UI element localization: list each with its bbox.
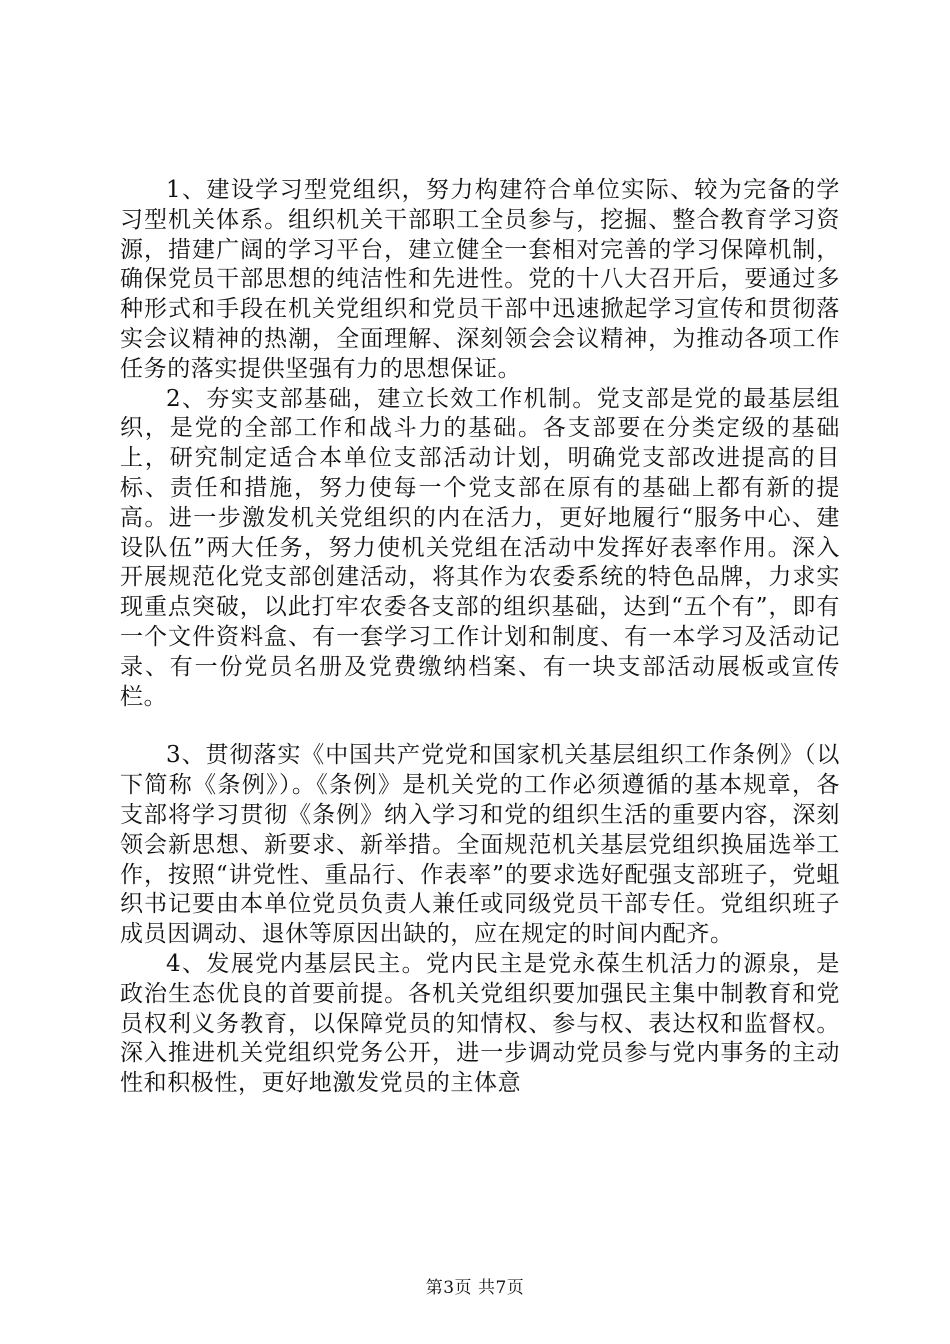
- document-body: [120, 176, 840, 1099]
- paragraph-3: 3、贯彻落实《中国共产党党和国家机关基层组织工作条例》（以下简称《条例》）。《条例》是机关党的工作必须遵循的基本规章，各支部将学习贯彻《条例》纳入学习和党的组织生活的重要内容，深刻领会新思想、新要求、新举措。全面规范机关基层党组织换届选举工作，按照“讲党性、重品行、作表率”的要求选好配强支部班子，党蛆织书记要由本单位党员负责人兼任或同级党员干部专任。党组织班子成员因调动、退休等原因出缺的，应在规定的时间内配齐。: [120, 742, 840, 948]
- paragraph-2: 2、夯实支部基础，建立长效工作机制。党支部是党的最基层组织，是党的全部工作和战斗力的基础。各支部要在分类定级的基础上，研究制定适合本单位支部活动计划，明确党支部改进提高的目标、责任和措施，努力使每一个党支部在原有的基础上都有新的提高。进一步激发机关党组织的内在活力，更好地履行“服务中心、建设队伍”两大任务，努力使机关党组在活动中发挥好表率作用。深入开展规范化党支部创建活动，将其作为农委系统的特色品牌，力求实现重点突破，以此打牢农委各支部的组织基础，达到“五个有”，即有一个文件资料盒、有一套学习工作计划和制度、有一本学习及活动记录、有一份党员名册及党费缴纳档案、有一块支部活动展板或宣传栏。: [120, 385, 840, 710]
- paragraph-4: 4、发展党内基层民主。党内民主是党永葆生机活力的源泉，是政治生态优良的首要前提。各机关党组织要加强民主集中制教育和党员权利义务教育，以保障党员的知情权、参与权、表达权和监督权。深入推进机关党组织党务公开，进一步调动党员参与党内事务的主动性和积极性，更好地激发党员的主体意: [120, 950, 840, 1097]
- page-number-footer: 第3页 共7页: [425, 1278, 525, 1298]
- paragraph-1: 1、建设学习型党组织，努力构建符合单位实际、较为完备的学习型机关体系。组织机关干部职工全员参与，挖掘、整合教育学习资源，措建广阔的学习平台，建立健全一套相对完善的学习保障机制，确保党员干部思想的纯洁性和先进性。党的十八大召开后，要通过多种形式和手段在机关党组织和党员干部中迅速掀起学习宣传和贯彻落实会议精神的热潮，全面理解、深刻领会会议精神，为推动各项工作任务的落实提供坚强有力的思想保证。: [120, 177, 840, 382]
